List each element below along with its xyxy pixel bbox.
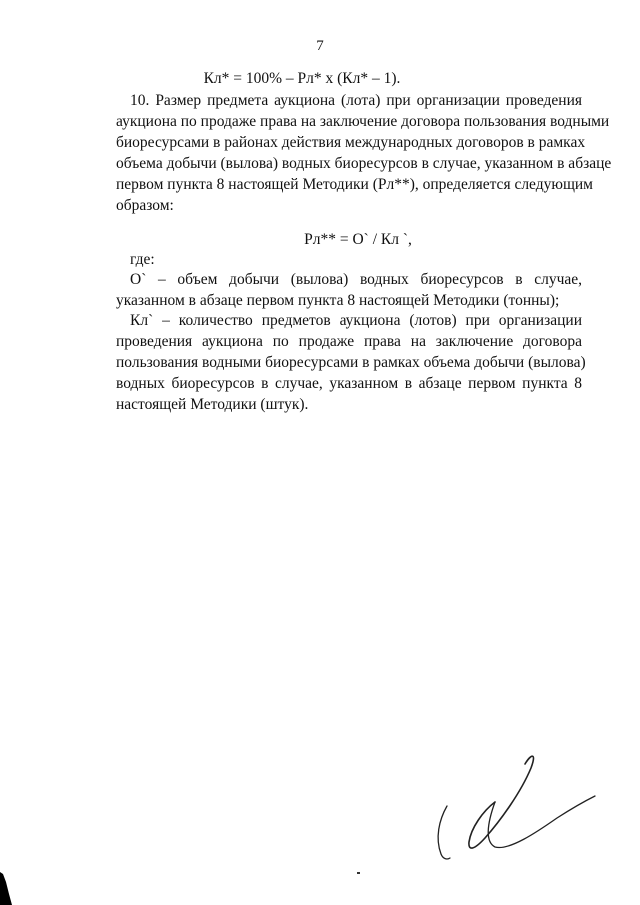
definition-o-line-1: О` – объем добычи (вылова) водных биоресурсов в случае,	[130, 271, 582, 288]
definition-kl-line-5: настоящей Методики (штук).	[116, 396, 309, 413]
paragraph-10	[116, 90, 612, 216]
scan-speck	[357, 872, 360, 874]
definition-kl-line-2: проведения аукциона по продаже права на заключение договора	[116, 333, 582, 350]
paragraph-10-line-5: первом пункта 8 настоящей Методики (Рл**), определяется следующим	[116, 176, 593, 193]
where-label: где:	[130, 251, 155, 268]
handwritten-signature	[425, 748, 600, 863]
formula-rl-double-star: Рл** = О` / Кл `,	[304, 231, 412, 248]
scan-edge-mark	[0, 872, 14, 905]
page-number: 7	[316, 38, 324, 54]
definition-o-line-2: указанном в абзаце первом пункта 8 настоящей Методики (тонны);	[116, 292, 560, 309]
definition-kl-line-4: водных биоресурсов в случае, указанном в абзаце первом пункта 8	[116, 375, 582, 392]
definition-o	[116, 269, 582, 311]
paragraph-10-line-2: аукциона по продаже права на заключение договора пользования водными	[116, 113, 610, 130]
where-block	[116, 249, 582, 270]
formula-kl-star: Кл* = 100% – Рл* х (Кл* – 1).	[203, 70, 401, 87]
definition-kl-line-3: пользования водными биоресурсами в рамках объема добычи (вылова)	[116, 354, 586, 371]
paragraph-10-line-1: 10. Размер предмета аукциона (лота) при организации проведения	[130, 92, 582, 109]
paragraph-10-line-4: объема добычи (вылова) водных биоресурсов в случае, указанном в абзаце	[116, 155, 612, 172]
paragraph-10-line-6: образом:	[116, 197, 174, 214]
definition-kl-line-1: Кл` – количество предметов аукциона (лотов) при организации	[130, 312, 582, 329]
paragraph-10-line-3: биоресурсами в районах действия международных договоров в рамках	[116, 134, 586, 151]
definition-kl	[116, 310, 586, 415]
